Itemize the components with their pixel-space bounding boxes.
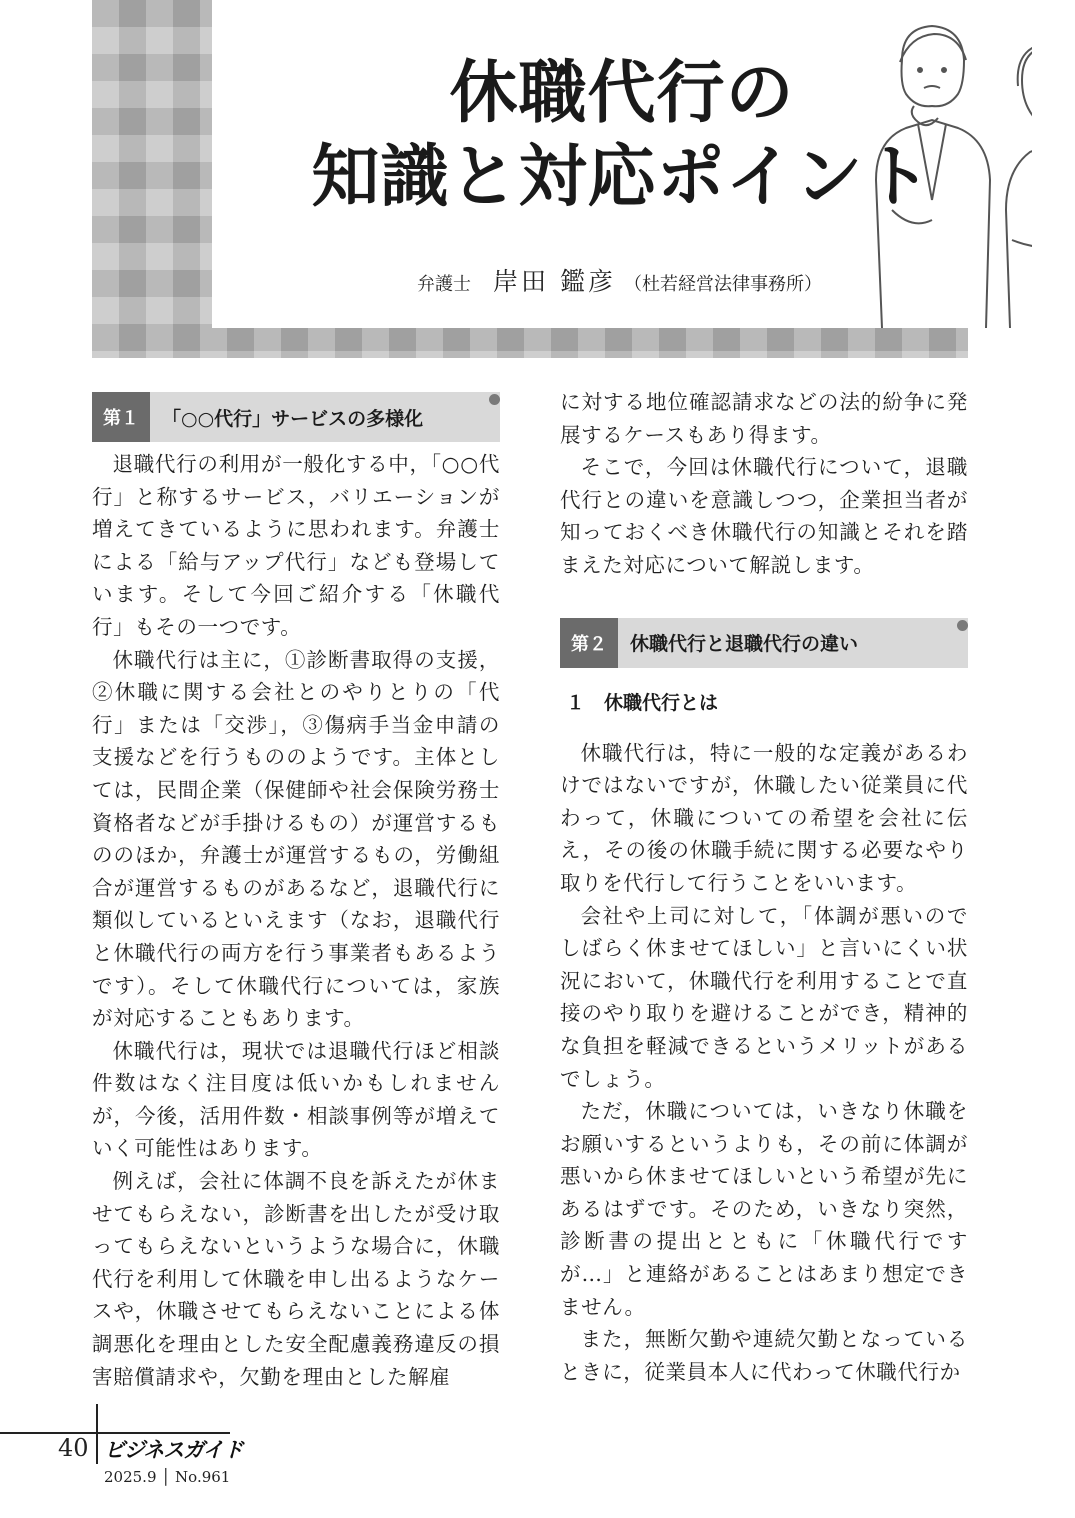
paragraph-continuation: に対する地位確認請求などの法的紛争に発展するケースもあり得ます。: [560, 390, 968, 447]
article-title: [212, 52, 1032, 220]
author-name: 岸田 鑑彦: [493, 267, 616, 296]
subheading: １ 休職代行とは: [566, 691, 719, 714]
left-column: [92, 392, 500, 1393]
author-role: 弁護士: [417, 274, 472, 295]
paragraph: 退職代行の利用が一般化する中，「○○代行」と称するサービス，バリエーションが増えてきているように思われます。弁護士による「給与アップ代行」なども登場しています。そして今回ご紹介する「休職代行」もその一つです。: [92, 452, 500, 639]
paragraph: 休職代行は，現状では退職代行ほど相談件数はなく注目度は低いかもしれませんが，今後，活用件数・相談事例等が増えていく可能性はあります。: [92, 1038, 500, 1161]
page-number: 40: [58, 1434, 89, 1462]
section-title: 休職代行と退職代行の違い: [630, 633, 859, 656]
section-badge: 第２: [560, 618, 618, 668]
section-badge: 第１: [92, 392, 150, 442]
author-affiliation: （杜若経営法律事務所）: [624, 274, 822, 295]
paragraph: また，無断欠勤や連続欠勤となっているときに，従業員本人に代わって休職代行か: [560, 1327, 968, 1384]
paragraph: 会社や上司に対して，「体調が悪いのでしばらく休ませてほしい」と言いにくい状況において，休職代行を利用することで直接のやり取りを避けることができ，精神的な負担を軽減できるというメリットがあるでしょう。: [560, 903, 968, 1091]
title-line-2: 知識と対応ポイント: [311, 138, 933, 217]
section-heading-2: [560, 618, 968, 668]
magazine-logo: ビジネスガイド: [104, 1438, 243, 1462]
section-heading-1: [92, 392, 500, 442]
right-column: [560, 392, 968, 1388]
paragraph: ただ，休職については，いきなり休職をお願いするというよりも，その前に体調が悪いから休ませてほしいという希望が先にあるはずです。そのため，いきなり突然，診断書の提出とともに「休職代行ですが…」と連絡があることはあまり想定できません。: [560, 1099, 968, 1319]
author-byline: [417, 262, 822, 298]
section-title: 「○○代行」サービスの多様化: [162, 407, 424, 430]
paragraph: 例えば，会社に体調不良を訴えたが休ませてもらえない，診断書を出したが受け取ってもらえないというような場合に，休職代行を利用して休職を申し出るようなケースや，休職させてもらえないことによる体調悪化を理由とした安全配慮義務違反の損害賠償請求や，欠勤を理由とした解雇: [92, 1169, 500, 1389]
paragraph: 休職代行は主に，①診断書取得の支援，②休職に関する会社とのやりとりの「代行」または「交渉」，③傷病手当金申請の支援などを行うもののようです。主体としては，民間企業（保健師や社会保険労務士資格者などが手掛けるもの）が運営するもののほか，弁護士が運営するもの，労働組合が運営するものがあるなど，退職代行に類似しているといえます（なお，退職代行と休職代行の両方を行う事業者もあるようです）。そして休職代行については，家族が対応することもあります。: [92, 647, 500, 1031]
title-line-1: 休職代行の: [449, 54, 795, 133]
footer-divider: [96, 1404, 98, 1464]
paragraph: 休職代行は，特に一般的な定義があるわけではないですが，休職したい従業員に代わって，休職についての希望を会社に伝え，その後の休職手続に関する必要なやり取りを代行して行うことをいいます。: [560, 740, 968, 895]
dot-icon: [957, 620, 968, 631]
issue-info: 2025.9 │ No.961: [104, 1468, 231, 1486]
dot-icon: [489, 394, 500, 405]
title-banner: [92, 0, 968, 358]
paragraph: そこで，今回は休職代行について，退職代行との違いを意識しつつ，企業担当者が知っておくべき休職代行の知識とそれを踏まえた対応について解説します。: [560, 455, 968, 577]
